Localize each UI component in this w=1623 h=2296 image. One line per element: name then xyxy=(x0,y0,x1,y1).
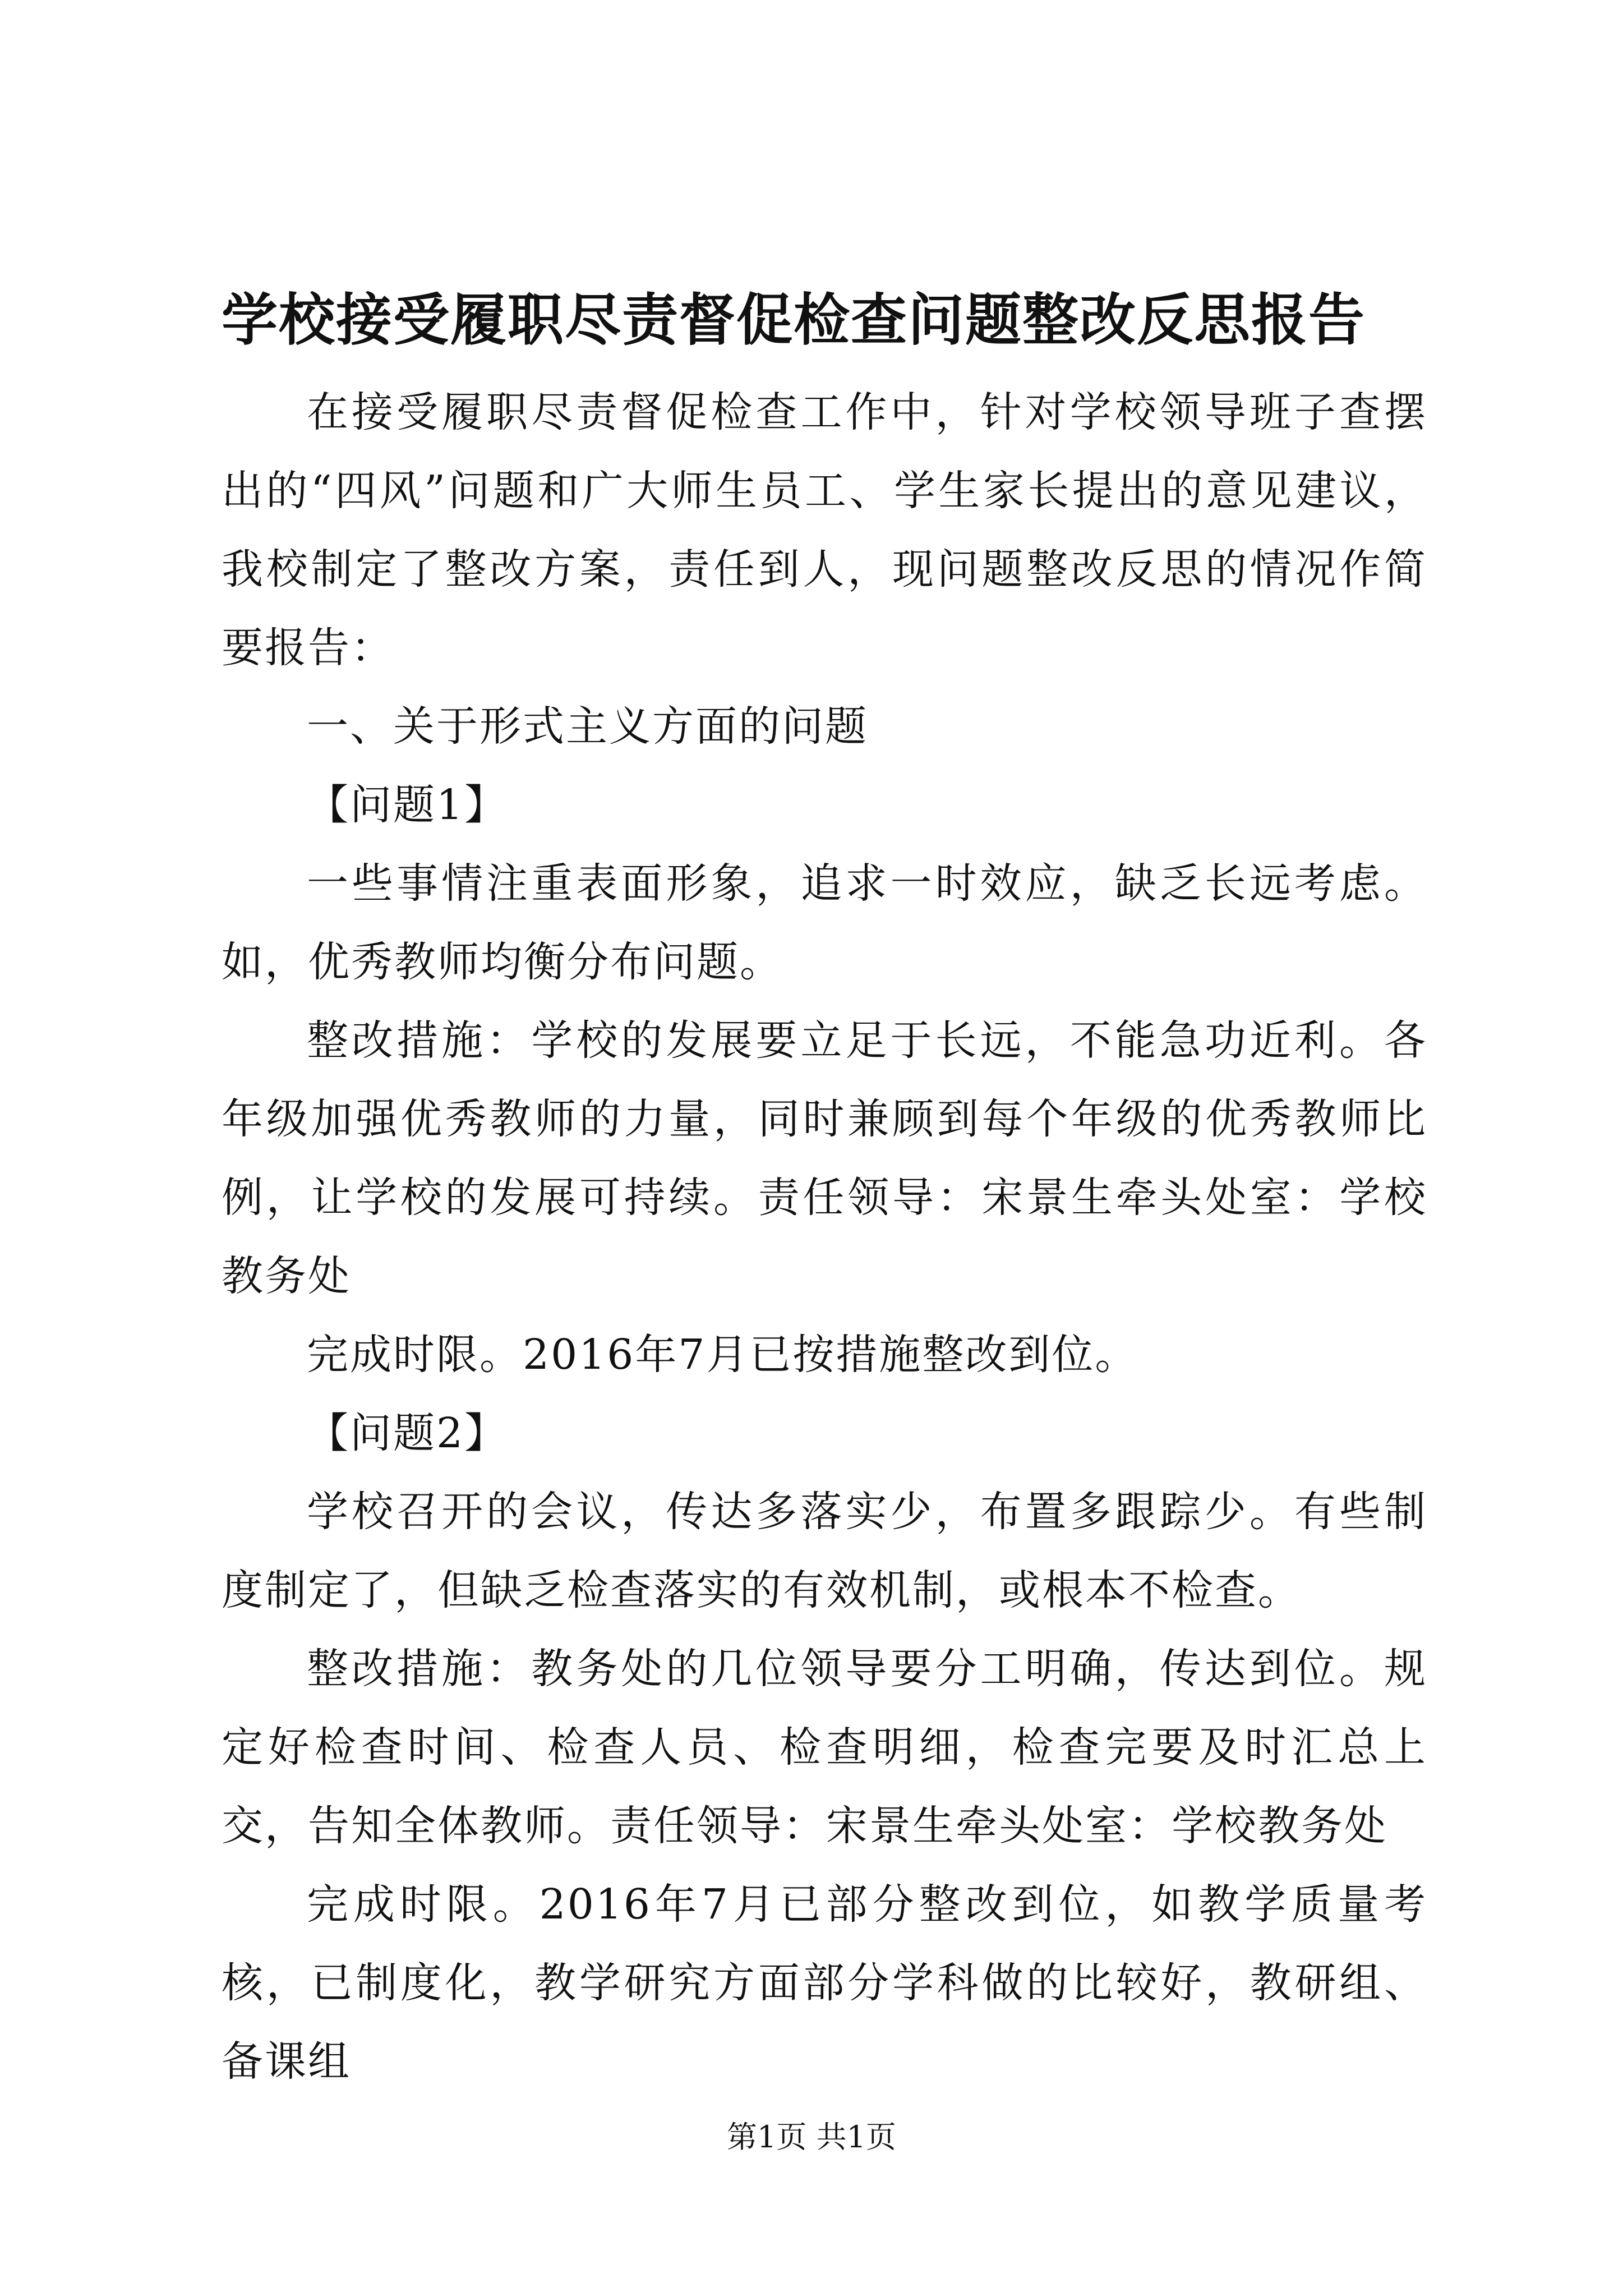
issue-description-1: 一些事情注重表面形象，追求一时效应，缺乏长远考虑。如，优秀教师均衡分布问题。 xyxy=(222,859,1427,986)
completion-deadline-2: 完成时限。2016年7月已部分整改到位，如教学质量考核，已制度化，教学研究方面部分学科做的比较好，教研组、备课组 xyxy=(222,1880,1427,2086)
page-footer: 第1页 共1页 xyxy=(727,2119,896,2155)
document-body xyxy=(222,373,1427,2101)
issue-label-2: 【问题2】 xyxy=(307,1409,508,1457)
issue-label-1: 【问题1】 xyxy=(307,781,508,829)
issue-description-2: 学校召开的会议，传达多落实少，布置多跟踪少。有些制度制定了，但缺乏检查落实的有效机制，或根本不检查。 xyxy=(222,1488,1427,1614)
completion-deadline-1: 完成时限。2016年7月已按措施整改到位。 xyxy=(307,1331,1138,1379)
section-heading: 一、关于形式主义方面的问题 xyxy=(307,702,868,751)
rectification-measure-2: 整改措施：教务处的几位领导要分工明确，传达到位。规定好检查时间、检查人员、检查明细，检查完要及时汇总上交，告知全体教师。责任领导：宋景生牵头处室：学校教务处 xyxy=(222,1645,1427,1850)
document-title: 学校接受履职尽责督促检查问题整改反思报告 xyxy=(222,287,1366,353)
rectification-measure-1: 整改措施：学校的发展要立足于长远，不能急功近利。各年级加强优秀教师的力量，同时兼顾到每个年级的优秀教师比例，让学校的发展可持续。责任领导：宋景生牵头处室：学校教务处 xyxy=(222,1016,1427,1300)
intro-paragraph: 在接受履职尽责督促检查工作中，针对学校领导班子查摆出的“四风”问题和广大师生员工、学生家长提出的意见建议，我校制定了整改方案，责任到人，现问题整改反思的情况作简要报告： xyxy=(222,388,1427,672)
